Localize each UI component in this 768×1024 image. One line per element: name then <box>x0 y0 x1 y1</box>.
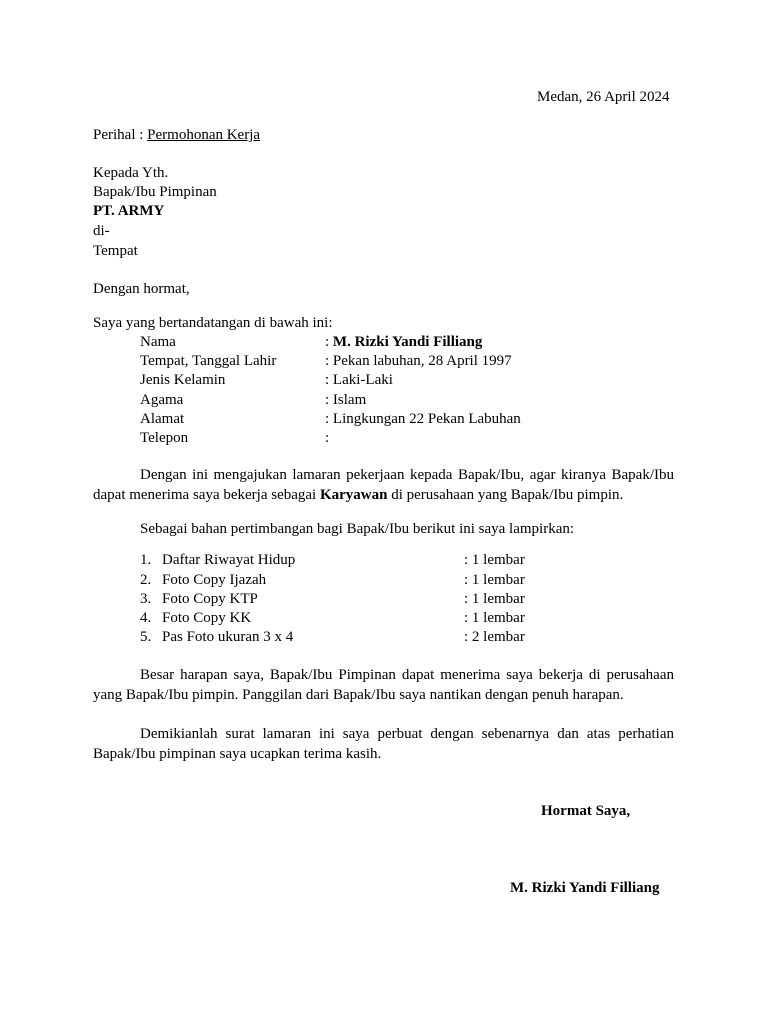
identity-label: Agama <box>140 392 184 408</box>
identity-label: Tempat, Tanggal Lahir <box>140 353 277 369</box>
recipient-line5: Tempat <box>93 243 138 259</box>
attachment-number: 2. <box>140 572 152 588</box>
attachment-name: Foto Copy KK <box>162 610 252 626</box>
attachment-qty: : 2 lembar <box>464 629 525 645</box>
attachment-name: Pas Foto ukuran 3 x 4 <box>162 629 294 645</box>
paragraph-application-part2: di perusahaan yang Bapak/Ibu pimpin. <box>387 486 624 503</box>
attachments-intro: Sebagai bahan pertimbangan bagi Bapak/Ibu berikut ini saya lampirkan: <box>140 521 575 537</box>
identity-value: : Laki-Laki <box>325 372 393 388</box>
position-applied: Karyawan <box>319 486 388 503</box>
paragraph-closing <box>93 725 674 764</box>
identity-label: Jenis Kelamin <box>140 372 226 388</box>
attachment-number: 1. <box>140 552 152 568</box>
recipient-line4: di- <box>93 223 110 239</box>
paragraph-closing-text: Demikianlah surat lamaran ini saya perbuat dengan sebenarnya dan atas perhatian Bapak/Ibu pimpinan saya ucapkan terima kasih. <box>93 726 674 762</box>
subject-text: Permohonan Kerja <box>147 127 261 143</box>
attachment-name: Foto Copy Ijazah <box>162 572 267 588</box>
recipient-line2: Bapak/Ibu Pimpinan <box>93 184 217 200</box>
identity-value-prefix: : <box>325 334 333 350</box>
paragraph-application <box>93 466 674 505</box>
identity-label: Nama <box>140 334 176 350</box>
paragraph-hope <box>93 666 674 705</box>
identity-value: : Islam <box>325 392 367 408</box>
greeting: Dengan hormat, <box>93 281 190 297</box>
recipient-company: PT. ARMY <box>93 203 165 219</box>
recipient-line1: Kepada Yth. <box>93 165 169 181</box>
applicant-name: M. Rizki Yandi Filliang <box>332 334 483 350</box>
letter-date: Medan, 26 April 2024 <box>537 89 670 105</box>
identity-value: : Pekan labuhan, 28 April 1997 <box>325 353 512 369</box>
subject-line <box>93 126 260 145</box>
attachment-qty: : 1 lembar <box>464 610 525 626</box>
identity-value: : Lingkungan 22 Pekan Labuhan <box>325 411 521 427</box>
attachment-qty: : 1 lembar <box>464 591 525 607</box>
subject-label: Perihal : <box>93 127 148 143</box>
attachment-name: Foto Copy KTP <box>162 591 258 607</box>
intro-text: Saya yang bertandatangan di bawah ini: <box>93 315 333 331</box>
attachment-qty: : 1 lembar <box>464 572 525 588</box>
identity-value: : <box>325 430 330 446</box>
identity-value <box>325 333 482 352</box>
attachment-name: Daftar Riwayat Hidup <box>162 552 296 568</box>
identity-label: Alamat <box>140 411 185 427</box>
identity-label: Telepon <box>140 430 189 446</box>
attachment-qty: : 1 lembar <box>464 552 525 568</box>
signature-name: M. Rizki Yandi Filliang <box>510 880 660 896</box>
paragraph-hope-text: Besar harapan saya, Bapak/Ibu Pimpinan dapat menerima saya bekerja di perusahaan yang Bapak/Ibu pimpin. Panggilan dari Bapak/Ibu saya nantikan dengan penuh harapan. <box>93 667 674 703</box>
attachment-number: 5. <box>140 629 152 645</box>
attachment-number: 3. <box>140 591 152 607</box>
paragraph-application-part1: Dengan ini mengajukan lamaran pekerjaan kepada Bapak/Ibu, agar kiranya Bapak/Ibu dapat menerima saya bekerja sebagai <box>93 467 674 503</box>
closing-salutation: Hormat Saya, <box>541 803 631 819</box>
attachment-number: 4. <box>140 610 152 626</box>
